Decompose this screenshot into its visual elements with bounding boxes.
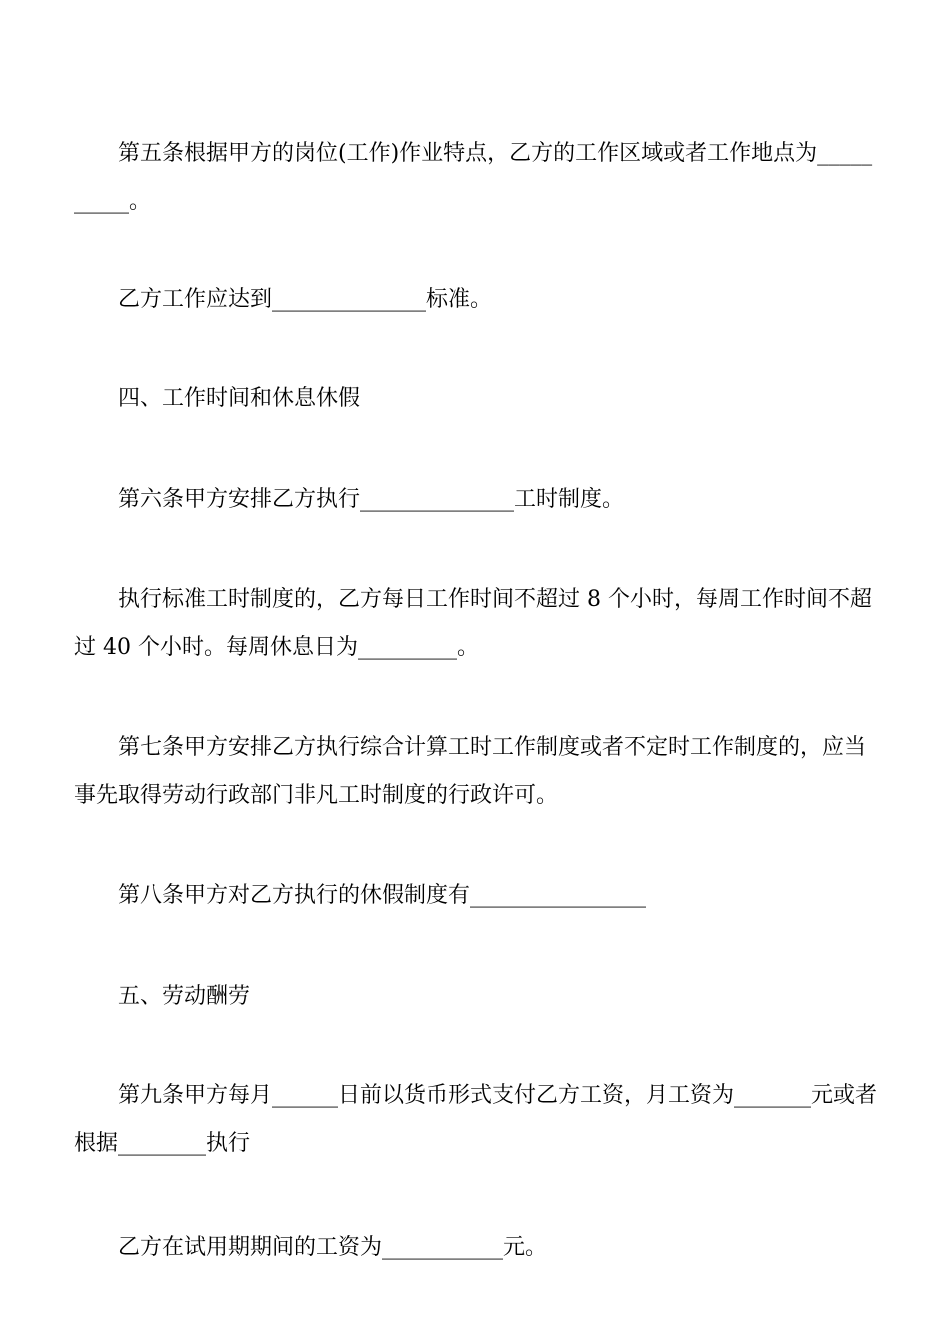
salary-basis-blank: ________ bbox=[118, 1131, 207, 1156]
working-hours-system-blank: ______________ bbox=[360, 487, 515, 512]
article-8-text: 第八条甲方对乙方执行的休假制度有 bbox=[118, 883, 471, 908]
probation-salary-text: 乙方在试用期期间的工资为 bbox=[118, 1235, 383, 1260]
work-standard-paragraph bbox=[74, 276, 879, 324]
article-7-paragraph bbox=[74, 724, 879, 820]
article-9-text-a: 第九条甲方每月 bbox=[118, 1083, 273, 1108]
standard-hours-text: 执行标准工时制度的，乙方每日工作时间不超过 8 个小时，每周工作时间不超过 40 个小时。每周休息日为 bbox=[74, 587, 872, 660]
article-6-paragraph bbox=[74, 476, 879, 524]
article-9-text-c: 元或者根据 bbox=[74, 1083, 878, 1156]
article-5-paragraph bbox=[74, 130, 879, 226]
article-5-text: 第五条根据甲方的岗位(工作)作业特点，乙方的工作区域或者工作地点为 bbox=[118, 141, 818, 166]
article-6-end: 工时制度。 bbox=[514, 487, 625, 512]
pay-day-blank: ______ bbox=[272, 1083, 339, 1108]
vacation-system-blank: ________________ bbox=[470, 883, 647, 908]
standard-hours-end: 。 bbox=[456, 635, 479, 660]
section-4-heading: 四、工作时间和休息休假 bbox=[118, 386, 361, 411]
article-9-text-b: 日前以货币形式支付乙方工资，月工资为 bbox=[338, 1083, 735, 1108]
standard-hours-paragraph bbox=[74, 576, 879, 672]
article-7-text: 第七条甲方安排乙方执行综合计算工时工作制度或者不定时工作制度的，应当事先取得劳动行政部门非凡工时制度的行政许可。 bbox=[74, 735, 867, 808]
weekly-rest-day-blank: _________ bbox=[357, 635, 457, 660]
article-6-text: 第六条甲方安排乙方执行 bbox=[118, 487, 361, 512]
work-standard-blank: ______________ bbox=[272, 287, 427, 312]
article-8-paragraph bbox=[74, 872, 879, 920]
probation-salary-end: 元。 bbox=[503, 1235, 548, 1260]
probation-salary-blank: ___________ bbox=[382, 1235, 504, 1260]
article-9-paragraph bbox=[74, 1072, 879, 1168]
work-standard-end: 标准。 bbox=[426, 287, 493, 312]
probation-salary-paragraph bbox=[74, 1224, 879, 1272]
article-9-text-d: 执行 bbox=[206, 1131, 251, 1156]
work-location-blank: __________ bbox=[74, 141, 873, 214]
article-5-end: 。 bbox=[129, 189, 152, 214]
monthly-salary-blank: _______ bbox=[734, 1083, 812, 1108]
work-standard-text: 乙方工作应达到 bbox=[118, 287, 273, 312]
section-5-heading: 五、劳动酬劳 bbox=[118, 984, 251, 1009]
